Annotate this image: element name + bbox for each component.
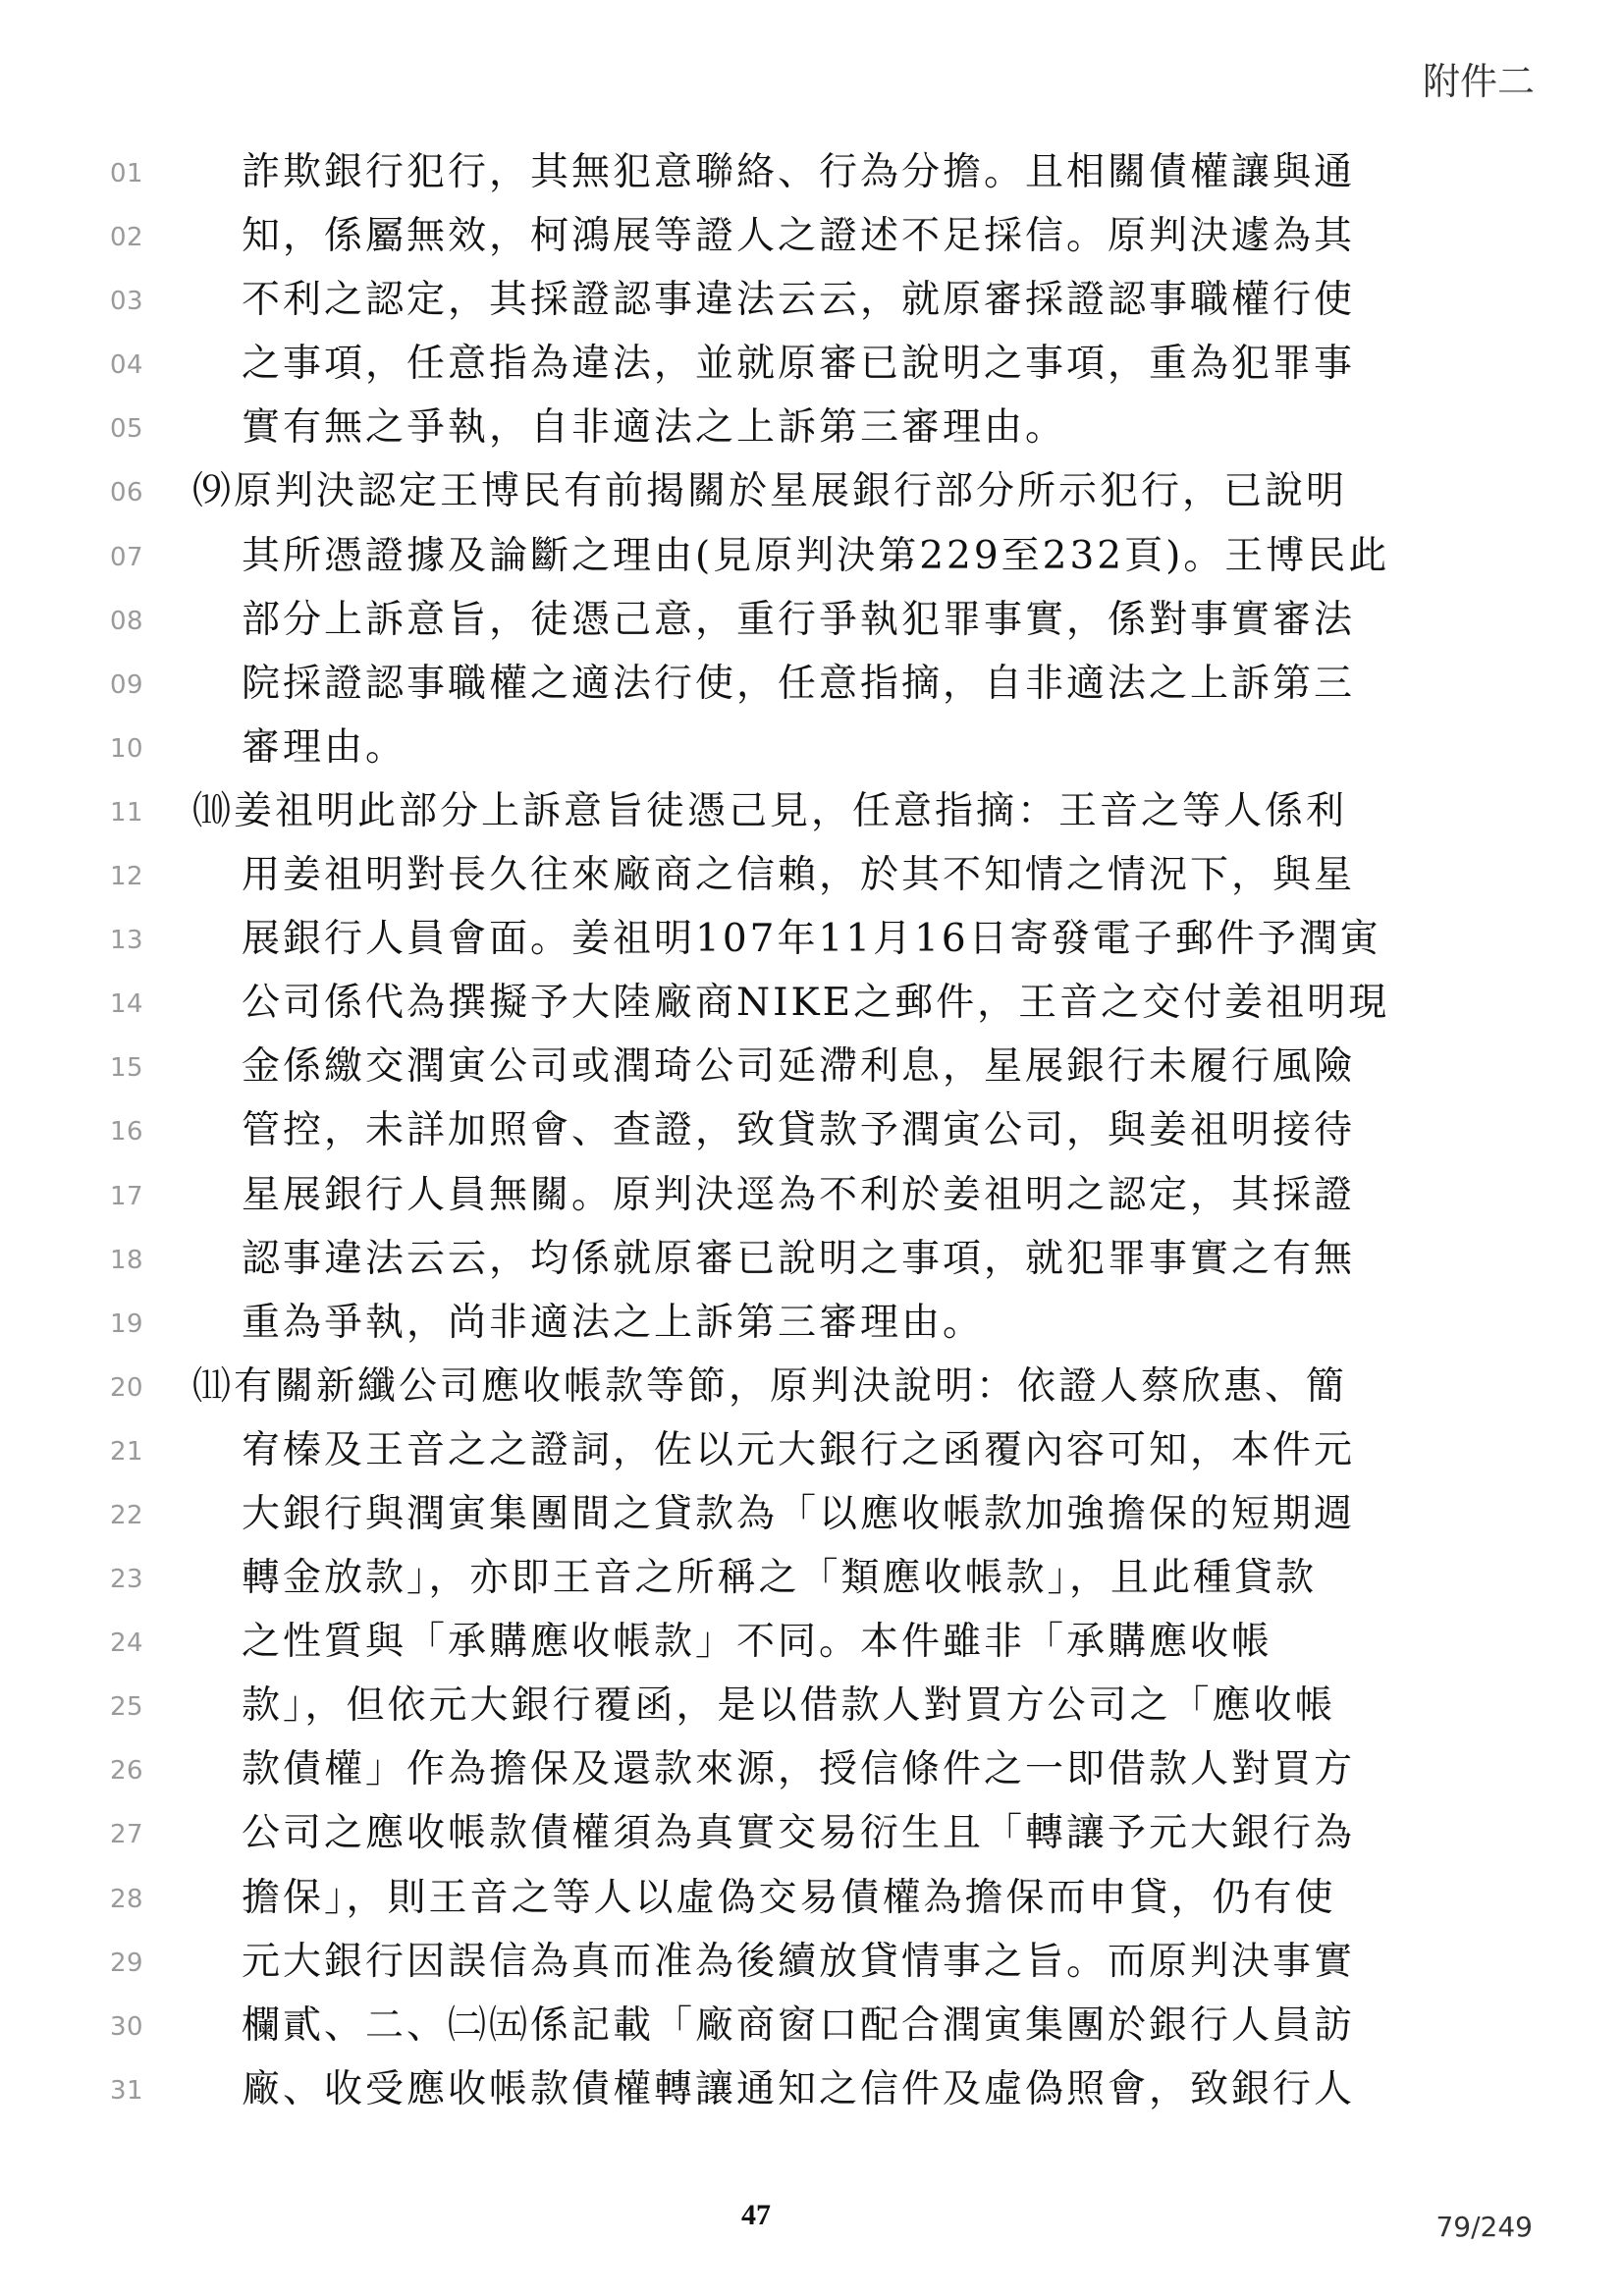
line-number: 04: [110, 350, 144, 381]
document-line: [0, 910, 1623, 974]
line-text: 審理由。: [242, 724, 407, 770]
line-text: 展銀行人員會面。姜祖明107年11月16日寄發電子郵件予潤寅: [242, 917, 1381, 962]
line-number: 07: [110, 542, 144, 572]
line-number: 29: [110, 1948, 144, 1978]
document-line: [0, 1804, 1623, 1868]
document-line: [0, 655, 1623, 719]
line-number: 27: [110, 1820, 144, 1850]
document-line: [0, 719, 1623, 782]
document-line: [0, 846, 1623, 910]
document-line: [0, 1997, 1623, 2060]
line-number: 18: [110, 1245, 144, 1275]
line-number: 10: [110, 733, 144, 764]
line-text: 大銀行與潤寅集團間之貸款為「以應收帳款加強擔保的短期週: [242, 1491, 1356, 1536]
line-text: 廠、收受應收帳款債權轉讓通知之信件及虛偽照會，致銀行人: [242, 2066, 1356, 2111]
document-line: [0, 782, 1623, 846]
document-line: [0, 1101, 1623, 1165]
line-text: 宥榛及王音之之證詞，佐以元大銀行之函覆內容可知，本件元: [242, 1427, 1356, 1472]
line-number: 03: [110, 287, 144, 317]
document-line: [0, 1358, 1623, 1421]
document-line: [0, 462, 1623, 526]
document-line: [0, 399, 1623, 462]
line-text: ⑽姜祖明此部分上訴意旨徒憑己見，任意指摘：王音之等人係利: [192, 788, 1348, 833]
line-text: 款債權」作為擔保及還款來源，授信條件之一即借款人對買方: [242, 1747, 1356, 1792]
document-line: [0, 1038, 1623, 1101]
document-line: [0, 271, 1623, 335]
document-line: [0, 1933, 1623, 1997]
line-text: 認事違法云云，均係就原審已說明之事項，就犯罪事實之有無: [242, 1236, 1356, 1281]
line-text: 款」，但依元大銀行覆函，是以借款人對買方公司之「應收帳: [242, 1683, 1336, 1729]
line-number: 26: [110, 1756, 144, 1787]
line-text: 擔保」，則王音之等人以虛偽交易債權為擔保而申貸，仍有使: [242, 1875, 1336, 1920]
line-number: 09: [110, 669, 144, 700]
document-line: [0, 1230, 1623, 1294]
page-number: 47: [741, 2199, 771, 2231]
line-text: 公司係代為撰擬予大陸廠商NIKE之郵件，王音之交付姜祖明現: [242, 981, 1390, 1026]
line-number: 20: [110, 1372, 144, 1403]
line-text: 之性質與「承購應收帳款」不同。本件雖非「承購應收帳: [242, 1620, 1273, 1665]
line-text: ⑾有關新纖公司應收帳款等節，原判決說明：依證人蔡欣惠、簡: [192, 1363, 1348, 1409]
page-total: 79/249: [1435, 2211, 1533, 2243]
line-text: 用姜祖明對長久往來廠商之信賴，於其不知情之情況下，與星: [242, 853, 1356, 898]
line-number: 02: [110, 223, 144, 253]
attachment-label: 附件二: [1422, 60, 1535, 103]
document-body: [0, 143, 1623, 2124]
line-number: 22: [110, 1500, 144, 1530]
document-line: [0, 527, 1623, 591]
line-number: 30: [110, 2011, 144, 2042]
document-line: [0, 2060, 1623, 2124]
line-number: 12: [110, 862, 144, 892]
document-line: [0, 1421, 1623, 1485]
line-number: 05: [110, 414, 144, 445]
document-line: [0, 1485, 1623, 1549]
line-text: 重為爭執，尚非適法之上訴第三審理由。: [242, 1300, 985, 1345]
line-text: 元大銀行因誤信為真而准為後續放貸情事之旨。而原判決事實: [242, 1939, 1356, 1984]
line-text: 轉金放款」，亦即王音之所稱之「類應收帳款」，且此種貸款: [242, 1556, 1318, 1601]
line-number: 28: [110, 1884, 144, 1914]
line-number: 01: [110, 159, 144, 188]
line-number: 08: [110, 606, 144, 636]
line-text: 詐欺銀行犯行，其無犯意聯絡、行為分擔。且相關債權讓與通: [242, 150, 1356, 194]
document-line: [0, 591, 1623, 655]
line-number: 17: [110, 1181, 144, 1211]
document-line: [0, 1294, 1623, 1358]
document-line: [0, 1549, 1623, 1613]
line-text: 不利之認定，其採證認事違法云云，就原審採證認事職權行使: [242, 278, 1356, 323]
document-line: [0, 1613, 1623, 1677]
document-line: [0, 1677, 1623, 1740]
line-text: 實有無之爭執，自非適法之上訴第三審理由。: [242, 405, 1067, 451]
document-line: [0, 335, 1623, 399]
line-number: 06: [110, 478, 144, 508]
line-number: 31: [110, 2075, 144, 2106]
line-number: 23: [110, 1565, 144, 1595]
line-number: 11: [110, 797, 144, 828]
document-line: [0, 143, 1623, 207]
line-number: 14: [110, 989, 144, 1020]
line-number: 15: [110, 1053, 144, 1084]
line-number: 21: [110, 1436, 144, 1467]
document-line: [0, 1740, 1623, 1804]
line-text: 知，係屬無效，柯鴻展等證人之證述不足採信。原判決遽為其: [242, 214, 1356, 259]
line-text: 院採證認事職權之適法行使，任意指摘，自非適法之上訴第三: [242, 661, 1356, 706]
line-number: 25: [110, 1692, 144, 1723]
line-number: 24: [110, 1629, 144, 1659]
line-text: 之事項，任意指為違法，並就原審已說明之事項，重為犯罪事: [242, 342, 1356, 387]
document-line: [0, 974, 1623, 1038]
line-number: 13: [110, 926, 144, 956]
document-line: [0, 1869, 1623, 1933]
line-number: 19: [110, 1308, 144, 1339]
document-line: [0, 1166, 1623, 1230]
line-text: 欄貳、二、㈡㈤係記載「廠商窗口配合潤寅集團於銀行人員訪: [242, 2002, 1356, 2048]
line-text: 金係繳交潤寅公司或潤琦公司延滯利息，星展銀行未履行風險: [242, 1044, 1356, 1090]
line-text: 管控，未詳加照會、查證，致貸款予潤寅公司，與姜祖明接待: [242, 1108, 1356, 1153]
document-line: [0, 207, 1623, 271]
line-text: ⑼原判決認定王博民有前揭關於星展銀行部分所示犯行，已說明: [192, 469, 1348, 514]
line-text: 星展銀行人員無關。原判決逕為不利於姜祖明之認定，其採證: [242, 1172, 1356, 1217]
line-text: 部分上訴意旨，徒憑己意，重行爭執犯罪事實，係對事實審法: [242, 597, 1356, 642]
line-text: 公司之應收帳款債權須為真實交易衍生且「轉讓予元大銀行為: [242, 1811, 1356, 1856]
line-number: 16: [110, 1117, 144, 1148]
line-text: 其所憑證據及論斷之理由(見原判決第229至232頁)。王博民此: [242, 533, 1390, 578]
